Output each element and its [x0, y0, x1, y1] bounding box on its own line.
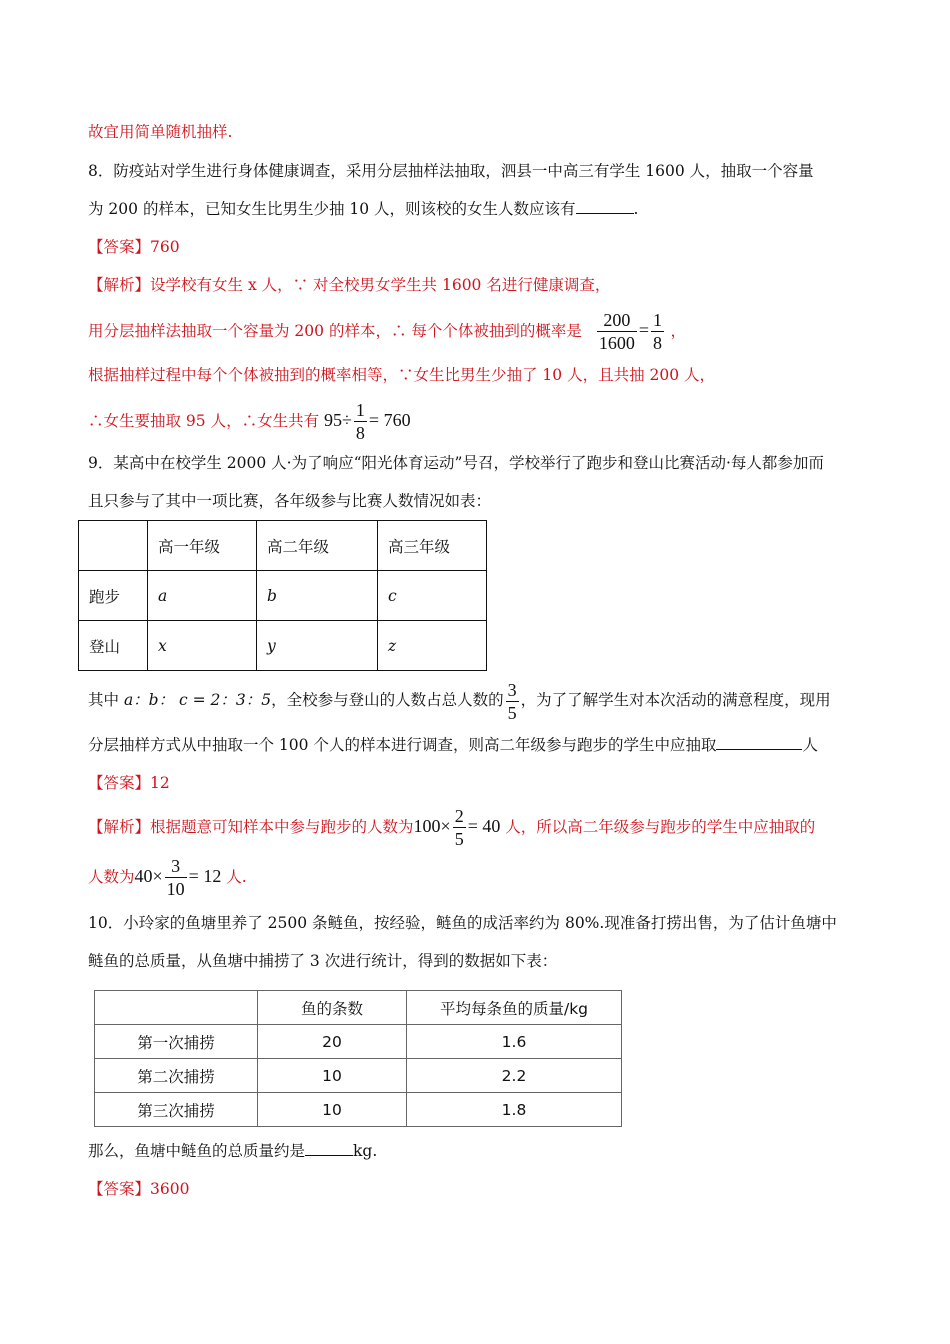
table-row-label: 跑步 — [79, 571, 148, 621]
q10-answer-blank — [305, 1139, 353, 1156]
explanation-tag: 【解析】 — [88, 818, 151, 836]
equals-sign: = — [638, 320, 649, 340]
q8-answer-blank — [576, 197, 634, 214]
q8-expl-line1 — [88, 273, 610, 297]
probability-formula — [595, 310, 671, 354]
stem-text: 人 — [802, 736, 818, 754]
denominator: 5 — [454, 829, 464, 850]
formula — [413, 806, 501, 850]
table-row-label: 第一次捕捞 — [95, 1025, 258, 1059]
table-header-row — [95, 991, 622, 1025]
fraction — [597, 311, 637, 352]
q10-stem-line2: 鲢鱼的总质量，从鱼塘中捕捞了 3 次进行统计，得到的数据如下表： — [88, 952, 558, 970]
formula — [134, 856, 222, 900]
explanation-tag: 【解析】 — [88, 276, 151, 294]
table-cell: 1.8 — [407, 1093, 622, 1127]
denominator: 10 — [166, 879, 185, 900]
q8-stem-line1: 8．防疫站对学生进行身体健康调查，采用分层抽样法抽取，泗县一中高三有学生 1600 人，抽取一个容量 — [88, 162, 814, 180]
q8-expl-line2 — [88, 306, 686, 355]
fraction — [165, 857, 187, 898]
fraction — [506, 681, 519, 722]
q8-expl-line4 — [88, 396, 411, 445]
formula-part: = 760 — [368, 410, 411, 430]
table-row-label: 第二次捕捞 — [95, 1059, 258, 1093]
fraction — [453, 807, 466, 848]
answer-tag: 【答案】 — [88, 1180, 151, 1198]
comma: ， — [670, 322, 686, 340]
total-formula — [324, 400, 411, 444]
q9-stem-line4 — [88, 733, 818, 757]
table-row — [79, 571, 487, 621]
stem-text: ，全校参与登山的人数占总人数的 — [271, 691, 504, 709]
table-row-label: 第三次捕捞 — [95, 1093, 258, 1127]
table-header-cell: 高三年级 — [378, 521, 487, 571]
table-cell: x — [148, 621, 257, 671]
table-cell: b — [257, 571, 378, 621]
q8-stem-line2 — [88, 197, 638, 221]
stem-text: 分层抽样方式从中抽取一个 100 个人的样本进行调查，则高二年级参与跑步的学生中应抽取 — [88, 736, 717, 754]
fraction — [651, 311, 664, 352]
formula-part: = 40 — [467, 816, 501, 836]
q10-stem-line3 — [88, 1139, 377, 1163]
q8-answer — [88, 235, 180, 259]
q10-catch-table — [94, 990, 622, 1127]
explanation-text: 人，所以高二年级参与跑步的学生中应抽取的 — [500, 818, 816, 836]
table-cell: a — [148, 571, 257, 621]
q8-stem-end: . — [633, 200, 639, 218]
q9-answer-blank — [716, 733, 802, 750]
formula-part: 95÷ — [324, 410, 352, 430]
formula-part: = 12 — [188, 866, 222, 886]
stem-text: 其中 — [88, 691, 124, 709]
stem-text: 那么，鱼塘中鲢鱼的总质量约是 — [88, 1142, 306, 1160]
denominator: 1600 — [598, 333, 635, 354]
table-header-cell: 高一年级 — [148, 521, 257, 571]
stem-text: ，为了了解学生对本次活动的满意程度，现用 — [520, 691, 831, 709]
explanation-text: ∴女生要抽取 95 人，∴女生共有 — [88, 412, 320, 430]
table-header-cell: 鱼的条数 — [258, 991, 407, 1025]
q9-stem-line3 — [88, 676, 831, 724]
q9-expl-line2 — [88, 852, 247, 901]
stem-text: kg. — [353, 1142, 378, 1160]
ratio-expression: a：b： c = 2：3：5 — [123, 691, 272, 709]
table-cell — [95, 991, 258, 1025]
q10-answer — [88, 1177, 189, 1201]
q9-participation-table — [78, 520, 487, 671]
prev-conclusion: 故宜用简单随机抽样. — [88, 123, 233, 141]
table-cell: 20 — [258, 1025, 407, 1059]
explanation-text: 设学校有女生 x 人，∵ 对全校男女学生共 1600 名进行健康调查， — [150, 276, 611, 294]
numerator: 1 — [652, 310, 662, 331]
q9-answer — [88, 771, 170, 795]
numerator: 3 — [171, 856, 181, 877]
answer-tag: 【答案】 — [88, 238, 151, 256]
q9-stem-line2: 且只参与了其中一项比赛，各年级参与比赛人数情况如表： — [88, 492, 492, 510]
q10-stem-line1: 10．小玲家的鱼塘里养了 2500 条鲢鱼，按经验，鲢鱼的成活率约为 80%.现准备打捞出售，为了估计鱼塘中 — [88, 914, 837, 932]
q9-expl-line1 — [88, 802, 815, 851]
table-cell — [79, 521, 148, 571]
explanation-text: 人数为 — [88, 868, 135, 886]
answer-value: 760 — [150, 238, 180, 256]
numerator: 200 — [603, 310, 631, 331]
formula-part: 40× — [134, 866, 163, 886]
denominator: 8 — [652, 333, 662, 354]
table-row — [95, 1059, 622, 1093]
explanation-text: 根据题意可知样本中参与跑步的人数为 — [150, 818, 414, 836]
table-row — [79, 621, 487, 671]
table-cell: 2.2 — [407, 1059, 622, 1093]
answer-value: 12 — [150, 774, 170, 792]
table-cell: c — [378, 571, 487, 621]
table-cell: 10 — [258, 1093, 407, 1127]
table-header-cell: 平均每条鱼的质量/kg — [407, 991, 622, 1025]
numerator: 3 — [507, 679, 517, 700]
q9-stem-line1: 9．某高中在校学生 2000 人·为了响应“阳光体育运动”号召，学校举行了跑步和登山比赛活动·每人都参加而 — [88, 454, 824, 472]
q8-expl-line3: 根据抽样过程中每个个体被抽到的概率相等，∵女生比男生少抽了 10 人，且共抽 200 人， — [88, 366, 716, 384]
table-header-cell: 高二年级 — [257, 521, 378, 571]
denominator: 5 — [507, 702, 517, 723]
formula-part: 100× — [413, 816, 451, 836]
numerator: 2 — [454, 806, 464, 827]
fraction — [354, 401, 367, 442]
table-cell: 1.6 — [407, 1025, 622, 1059]
table-row — [95, 1025, 622, 1059]
numerator: 1 — [355, 400, 365, 421]
answer-tag: 【答案】 — [88, 774, 151, 792]
table-cell: y — [257, 621, 378, 671]
table-cell: 10 — [258, 1059, 407, 1093]
explanation-text: 人. — [221, 868, 247, 886]
table-header-row — [79, 521, 487, 571]
q8-stem-text: 为 200 的样本，已知女生比男生少抽 10 人，则该校的女生人数应该有 — [88, 200, 576, 218]
table-row — [95, 1093, 622, 1127]
explanation-text: 用分层抽样法抽取一个容量为 200 的样本，∴ 每个个体被抽到的概率是 — [88, 322, 582, 340]
answer-value: 3600 — [150, 1180, 190, 1198]
table-cell: z — [378, 621, 487, 671]
table-row-label: 登山 — [79, 621, 148, 671]
denominator: 8 — [355, 423, 365, 444]
